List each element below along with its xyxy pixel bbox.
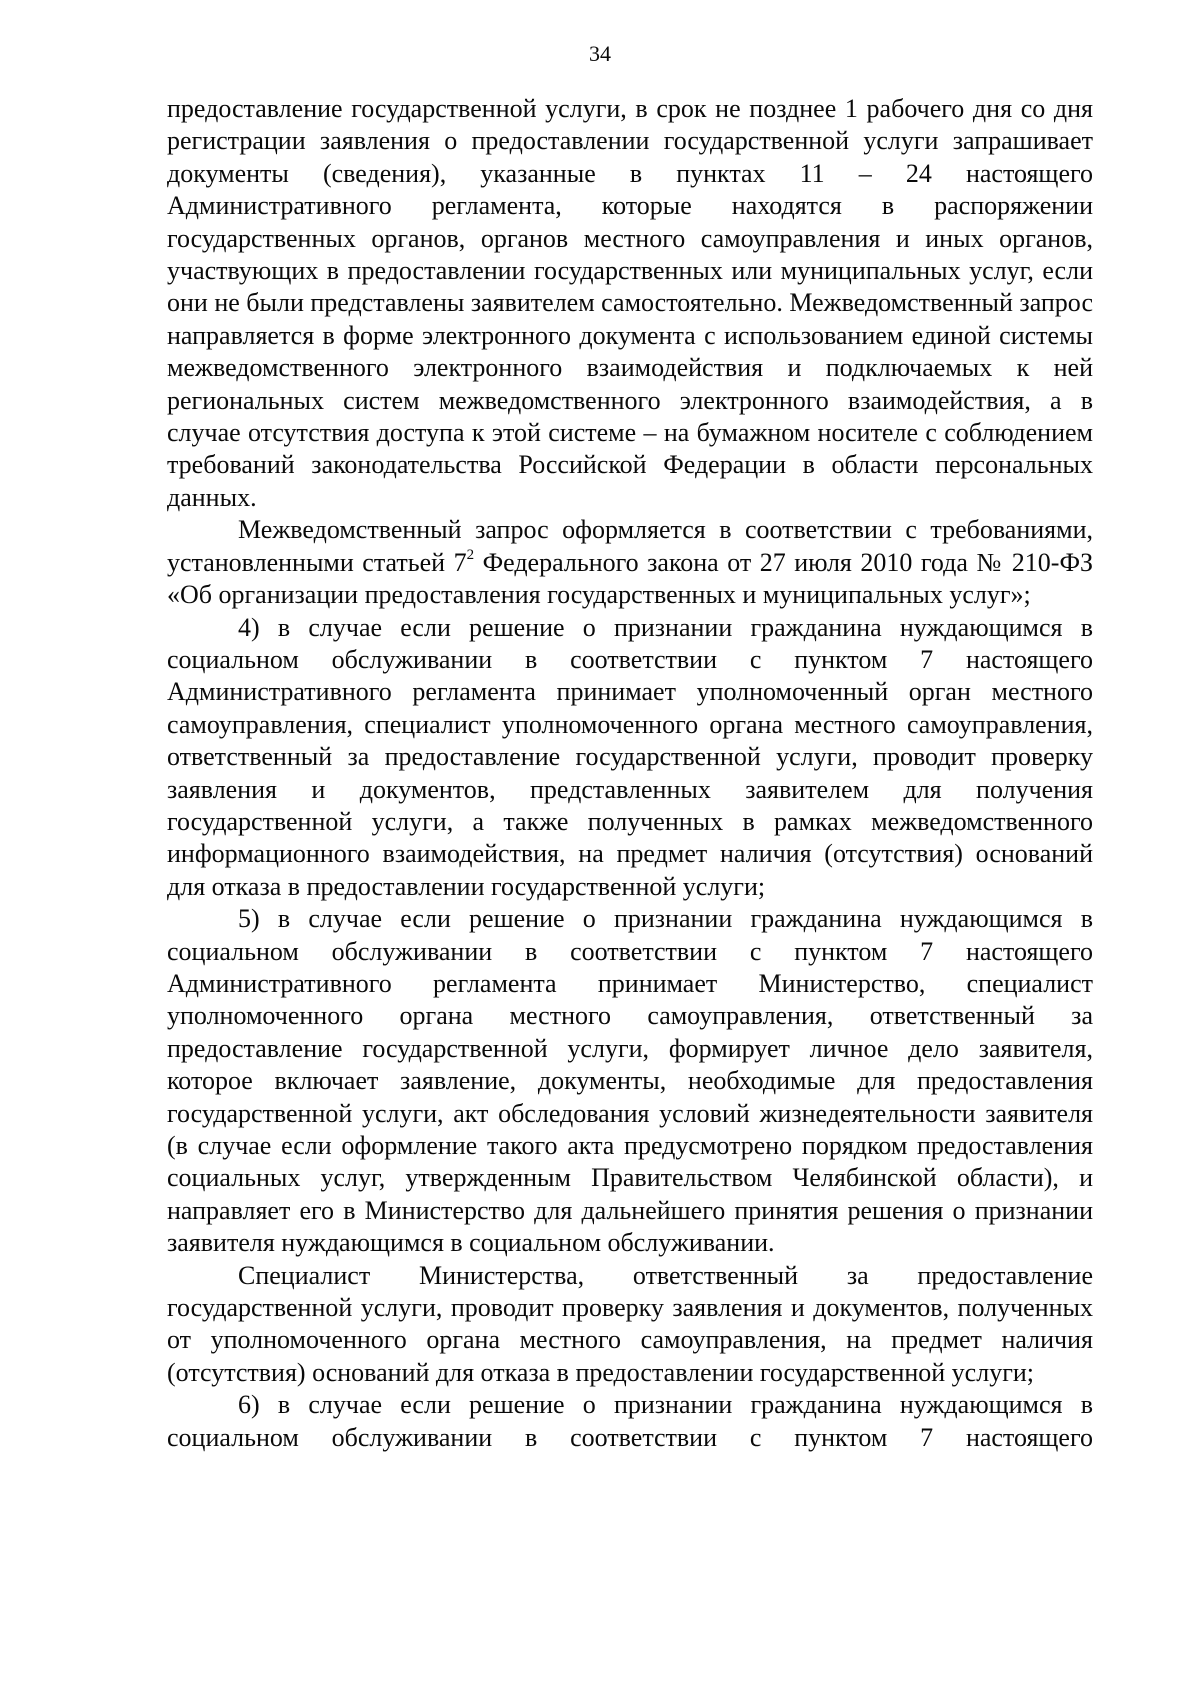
document-body <box>167 93 1093 1454</box>
page-number: 34 <box>589 41 611 66</box>
paragraph-item-6: 6) в случае если решение о признании гражданина нуждающимся в социальном обслуживании в соответствии с пунктом 7 настоящего <box>167 1390 1093 1452</box>
paragraph-request-requirements <box>167 514 1093 611</box>
paragraph-item-4: 4) в случае если решение о признании гражданина нуждающимся в социальном обслуживании в соответствии с пунктом 7 настоящего Административного регламента принимает уполномоченный орган местного самоуправления, специалист уполномоченного органа местного самоуправления, ответственный за предоставление государственной услуги, проводит проверку заявления и документов, представленных заявителем для получения государственной услуги, а также полученных в рамках межведомственного информационного взаимодействия, на предмет наличия (отсутствия) оснований для отказа в предоставлении государственной услуги; <box>167 612 1093 901</box>
paragraph-text-part: Межведомственный запрос оформляется в соответствии с требованиями, установленными статьей 7 <box>167 515 1093 577</box>
article-superscript: 2 <box>466 547 475 564</box>
paragraph-ministry-specialist: Специалист Министерства, ответственный за предоставление государственной услуги, проводит проверку заявления и документов, полученных от уполномоченного органа местного самоуправления, на предмет наличия (отсутствия) оснований для отказа в предоставлении государственной услуги; <box>167 1260 1093 1387</box>
paragraph-text-part: Федерального закона от 27 июля 2010 года № 210-ФЗ «Об организации предоставления государственных и муниципальных услуг»; <box>167 547 1094 610</box>
paragraph-interagency-request: предоставление государственной услуги, в срок не позднее 1 рабочего дня со дня регистрации заявления о предоставлении государственной услуги запрашивает документы (сведения), указанные в пунктах 11 – 24 настоящего Административного регламента, которые находятся в распоряжении государственных органов, органов местного самоуправления и иных органов, участвующих в предоставлении государственных или муниципальных услуг, если они не были представлены заявителем самостоятельно. Межведомственный запрос направляется в форме электронного документа с использованием единой системы межведомственного электронного взаимодействия и подключаемых к ней региональных систем межведомственного электронного взаимодействия, а в случае отсутствия доступа к этой системе – на бумажном носителе с соблюдением требований законодательства Российской Федерации в области персональных данных. <box>167 94 1093 512</box>
paragraph-item-5: 5) в случае если решение о признании гражданина нуждающимся в социальном обслуживании в соответствии с пунктом 7 настоящего Административного регламента принимает Министерство, специалист уполномоченного органа местного самоуправления, ответственный за предоставление государственной услуги, формирует личное дело заявителя, которое включает заявление, документы, необходимые для предоставления государственной услуги, акт обследования условий жизнедеятельности заявителя (в случае если оформление такого акта предусмотрено порядком предоставления социальных услуг, утвержденным Правительством Челябинской области), и направляет его в Министерство для дальнейшего принятия решения о признании заявителя нуждающимся в социальном обслуживании. <box>167 904 1093 1258</box>
